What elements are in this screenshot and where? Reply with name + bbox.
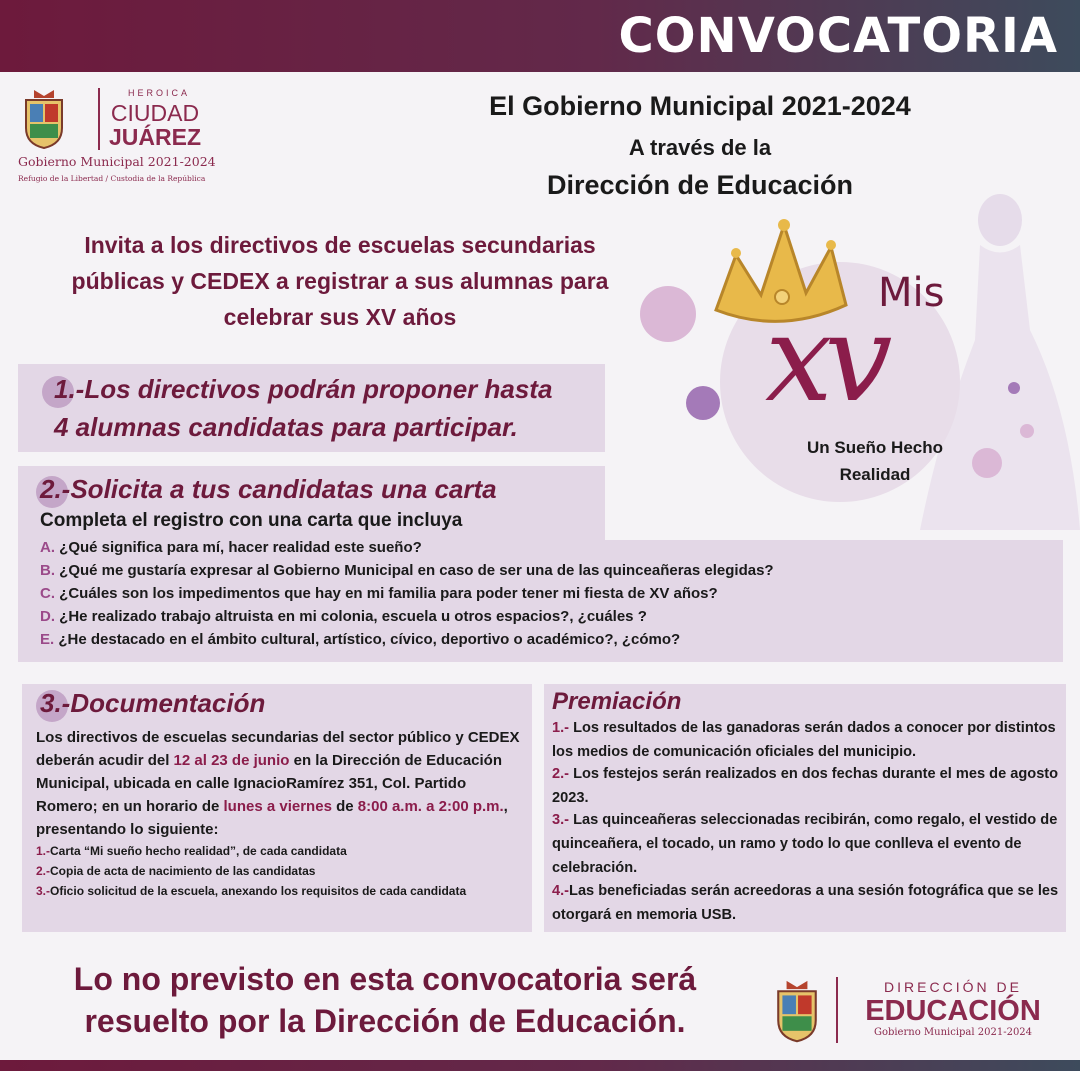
- item-number: 3.-: [36, 884, 51, 898]
- question-letter: A.: [40, 539, 55, 556]
- hours-highlight: 8:00 a.m. a 2:00 p.m.: [357, 798, 504, 815]
- badge-sub-line-1: Un Sueño Hecho: [806, 438, 943, 457]
- item-number: 1.-: [36, 844, 51, 858]
- section-1-line-1: 1.-Los directivos podrán proponer hasta: [54, 374, 553, 404]
- body-text: en la Dirección de Educación Municipal, ubicada en calle IgnacioRamírez 351, Col. Partido Romero; en un horario de: [36, 752, 503, 815]
- document-item: [36, 863, 526, 880]
- coat-of-arms-icon: [20, 86, 68, 150]
- badge-mis: Mis: [878, 270, 945, 316]
- logo-juarez: JUÁREZ: [108, 124, 201, 150]
- badge-sub-line-2: Realidad: [839, 465, 911, 484]
- question-text: ¿He destacado en el ámbito cultural, artístico, cívico, deportivo o académico?, ¿cómo?: [58, 631, 681, 648]
- item-text: Los festejos serán realizados en dos fechas durante el mes de agosto 2023.: [552, 766, 1059, 806]
- question-letter: B.: [40, 562, 55, 579]
- closing-text: [20, 958, 750, 1042]
- closing-line-2: resuelto por la Dirección de Educación.: [84, 1003, 686, 1039]
- question-item: [40, 562, 774, 579]
- badge-xv: xv: [765, 290, 885, 429]
- edu-gobierno: Gobierno Municipal 2021-2024: [873, 1027, 1033, 1038]
- question-item: [40, 539, 422, 556]
- item-text: Oficio solicitud de la escuela, anexando los requisitos de cada candidata: [50, 884, 467, 898]
- section-2-subtitle: Completa el registro con una carta que incluya: [40, 510, 463, 531]
- item-number: 3.-: [552, 812, 570, 828]
- header-line-1: El Gobierno Municipal 2021-2024: [489, 91, 911, 121]
- section-3-body: [36, 726, 526, 841]
- section-1-line-2: 4 alumnas candidatas para participar.: [54, 412, 518, 442]
- question-letter: D.: [40, 608, 55, 625]
- logo-gobierno: Gobierno Municipal 2021-2024: [18, 154, 216, 169]
- logo-divider: [98, 88, 100, 150]
- invite-line-3: celebrar sus XV años: [223, 304, 457, 330]
- item-text: Los resultados de las ganadoras serán dados a conocer por distintos los medios de comunicación oficiales del municipio.: [552, 720, 1056, 760]
- document-item: [36, 843, 526, 860]
- body-text: , presentando lo siguiente:: [36, 798, 508, 838]
- item-number: 1.-: [552, 720, 570, 736]
- premiacion-item: [552, 879, 1066, 927]
- question-text: ¿Qué significa para mí, hacer realidad este sueño?: [59, 539, 422, 556]
- days-highlight: lunes a viernes: [223, 798, 332, 815]
- badge-subtitle: [760, 434, 990, 488]
- header-line-3: Dirección de Educación: [546, 170, 854, 200]
- decor-dot: [1020, 424, 1034, 438]
- section-1-panel: [18, 364, 605, 452]
- ciudad-juarez-logo: [18, 86, 216, 186]
- section-2-title: 2.-Solicita a tus candidatas una carta: [40, 474, 497, 504]
- invite-line-2: públicas y CEDEX a registrar a sus alumnas para: [71, 268, 609, 294]
- item-text: Las quinceañeras seleccionadas recibirán, como regalo, el vestido de quinceañera, el tocado, un ramo y todo lo que conlleva el evento de celebración.: [552, 812, 1058, 876]
- question-text: ¿He realizado trabajo altruista en mi colonia, escuela u otros espacios?, ¿cuáles ?: [59, 608, 647, 625]
- question-text: ¿Qué me gustaría expresar al Gobierno Municipal en caso de ser una de las quinceañeras elegidas?: [59, 562, 774, 579]
- logo-heroica: HEROICA: [127, 88, 190, 98]
- logo-divider: [836, 977, 838, 1043]
- decor-dot: [686, 386, 720, 420]
- logo-refugio: Refugio de la Libertad / Custodia de la República: [18, 174, 206, 183]
- direccion-educacion-logo: [768, 975, 1058, 1050]
- body-text: de: [331, 798, 358, 815]
- item-text: Carta “Mi sueño hecho realidad”, de cada candidata: [50, 844, 347, 858]
- premiacion-title: Premiación: [552, 688, 682, 715]
- question-letter: E.: [40, 631, 55, 648]
- premiacion-item: [552, 762, 1066, 810]
- top-banner: [0, 0, 1080, 72]
- document-item: [36, 883, 526, 900]
- dates-highlight: 12 al 23 de junio: [173, 752, 290, 769]
- question-item: [40, 585, 718, 602]
- body-text: Los directivos de escuelas secundarias del sector público y CEDEX deberán acudir del: [36, 729, 520, 769]
- question-item: [40, 631, 680, 648]
- item-number: 2.-: [36, 864, 51, 878]
- edu-educacion: EDUCACIÓN: [865, 995, 1041, 1027]
- invitation-text: [20, 227, 660, 335]
- edu-direccion: DIRECCIÓN DE: [884, 979, 1022, 995]
- logo-ciudad: CIUDAD: [110, 100, 200, 126]
- header-line-2: A través de la: [628, 135, 772, 160]
- question-text: ¿Cuáles son los impedimentos que hay en mi familia para poder tener mi fiesta de XV años?: [59, 585, 718, 602]
- footer-bar: [0, 1060, 1080, 1071]
- decor-dot: [640, 286, 696, 342]
- closing-line-1: Lo no previsto en esta convocatoria será: [73, 961, 697, 997]
- item-text: Las beneficiadas serán acreedoras a una sesión fotográfica que se les otorgará en memoria USB.: [552, 883, 1059, 923]
- banner-title: CONVOCATORIA: [618, 8, 1058, 64]
- premiacion-item: [552, 808, 1066, 880]
- decor-dot: [1008, 382, 1020, 394]
- item-number: 4.-: [552, 883, 570, 899]
- premiacion-item: [552, 716, 1066, 764]
- section-3-title: 3.-Documentación: [40, 688, 266, 718]
- question-item: [40, 608, 647, 625]
- invite-line-1: Invita a los directivos de escuelas secundarias: [84, 232, 596, 258]
- item-text: Copia de acta de nacimiento de las candidatas: [50, 864, 316, 878]
- item-number: 2.-: [552, 766, 570, 782]
- question-letter: C.: [40, 585, 55, 602]
- coat-of-arms-icon: [772, 975, 822, 1045]
